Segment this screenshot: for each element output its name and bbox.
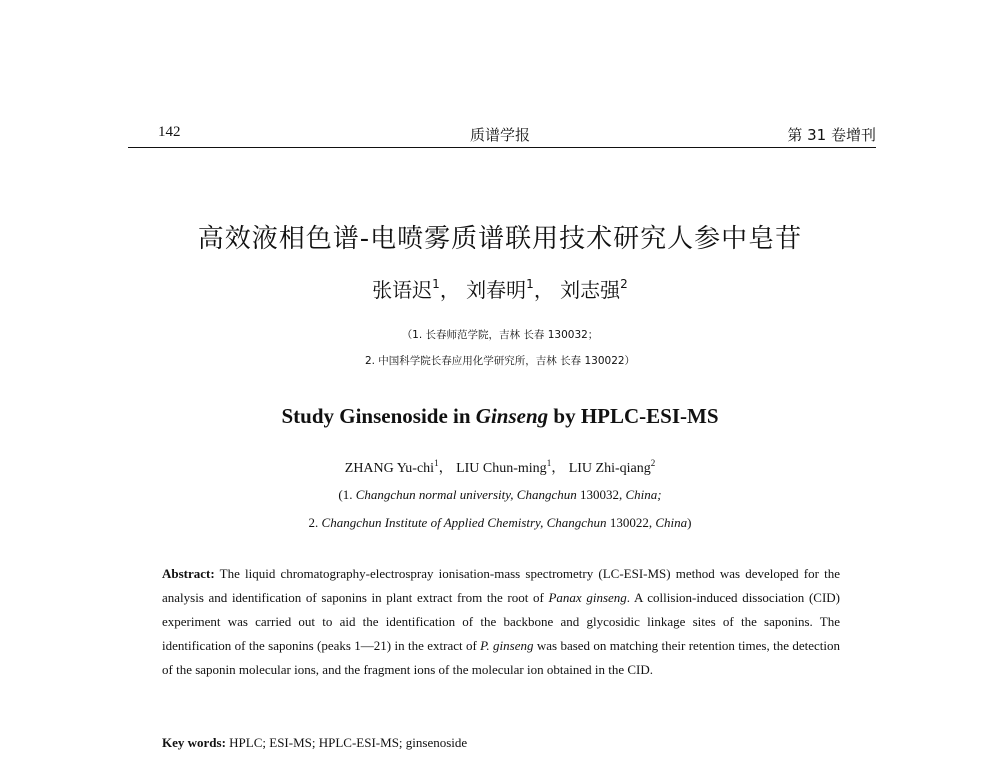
english-title-part: Study Ginsenoside in: [281, 404, 476, 428]
keywords-label: Key words:: [162, 735, 226, 750]
keywords-text: HPLC; ESI-MS; HPLC-ESI-MS; ginsenoside: [225, 735, 468, 750]
keywords: [162, 735, 467, 751]
abstract: [162, 562, 840, 682]
header-rule: [128, 147, 876, 148]
abstract-species: P. ginseng: [480, 638, 534, 653]
chinese-affiliation-1: （1. 长春师范学院，吉林 长春 130032；: [401, 329, 599, 341]
author-name: ZHANG Yu-chi: [344, 461, 435, 476]
affiliation-institution: Changchun normal university, Changchun: [355, 487, 577, 502]
author-affiliation-mark: 1: [526, 277, 534, 291]
abstract-text: The liquid chromatography-electrospray ionisation-mass spectrometry (LC-ESI-MS) method was developed for the analysis and identification of saponins in plant extract from the root of: [162, 566, 840, 605]
affiliation-postcode: 130032,: [576, 487, 626, 502]
author-affiliation-mark: 1: [546, 458, 552, 468]
author-separator: ，: [439, 278, 460, 302]
chinese-affiliation-2: 2. 中国科学院长春应用化学研究所，吉林 长春 130022）: [364, 355, 636, 367]
english-title: [0, 404, 1000, 429]
author-name: LIU Zhi-qiang: [568, 461, 651, 476]
author-name: LIU Chun-ming: [456, 461, 547, 476]
author-name: 刘春明: [466, 278, 527, 302]
english-affiliation-1: [0, 487, 1000, 503]
author-affiliation-mark: 1: [432, 277, 440, 291]
abstract-text: was based on matching their retention times, the detection of the saponin molecular ions, and the fragment ions of the molecular ion obtained in the CID.: [162, 638, 840, 677]
english-authors: [0, 457, 1000, 477]
author-affiliation-mark: 2: [650, 458, 656, 468]
affiliation-country: China;: [625, 487, 662, 502]
author-name: 刘志强: [560, 278, 621, 302]
english-title-part: by HPLC-ESI-MS: [548, 404, 719, 428]
volume-info: 第 31 卷增刊: [787, 126, 876, 144]
abstract-text: . A collision-induced dissociation (CID) experiment was carried out to aid the identification of the backbone and glycosidic linkage sites of the saponins. The identification of the saponins (peaks 1—21) in the extract of: [162, 590, 840, 653]
abstract-species: Panax ginseng: [548, 590, 627, 605]
journal-name: 质谱学报: [469, 126, 530, 144]
page-number: 142: [158, 124, 181, 140]
affiliation-prefix: 2.: [308, 515, 322, 530]
author-separator: ，: [438, 461, 453, 476]
author-name: 张语迟: [372, 278, 433, 302]
affiliation-institution: Changchun Institute of Applied Chemistry, Changchun: [321, 515, 607, 530]
author-separator: ，: [533, 278, 554, 302]
chinese-title: 高效液相色谱-电喷雾质谱联用技术研究人参中皂苷: [197, 224, 803, 254]
affiliation-prefix: (1.: [338, 487, 356, 502]
abstract-label: Abstract:: [162, 566, 215, 581]
chinese-authors: [0, 274, 1000, 303]
affiliation-postcode: 130022,: [606, 515, 656, 530]
english-title-species: Ginseng: [475, 404, 549, 428]
affiliation-suffix: ): [687, 515, 692, 530]
author-affiliation-mark: 2: [620, 277, 628, 291]
affiliation-country: China: [655, 515, 688, 530]
author-separator: ，: [551, 461, 566, 476]
author-affiliation-mark: 1: [434, 458, 439, 468]
english-affiliation-2: [0, 515, 1000, 531]
